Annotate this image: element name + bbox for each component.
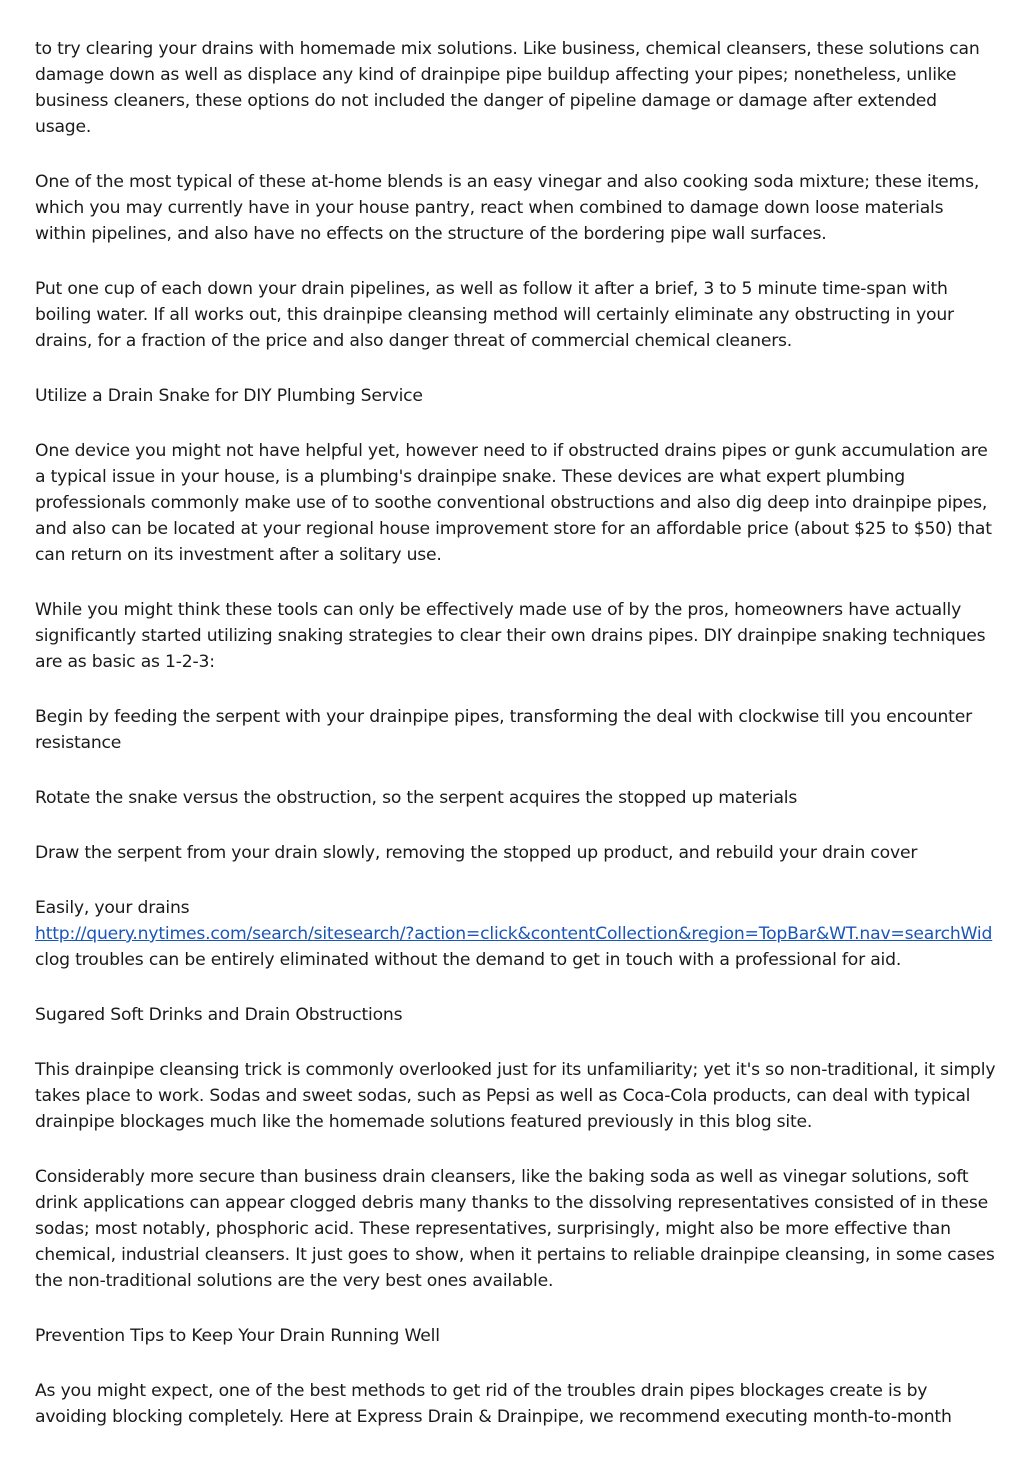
paragraph-diy-snaking: While you might think these tools can only be effectively made use of by the pros, homeowners have actually significantly started utilizing snaking strategies to clear their own drains pipes. DIY drainpipe snaking techniques are as basic as 1-2-3:	[35, 600, 986, 672]
paragraph-vinegar-baking-soda: One of the most typical of these at-home blends is an easy vinegar and also cooking soda mixture; these items, which you may currently have in your house pantry, react when combined to damage down loose materials within pipelines, and also have no effects on the structure of the bordering pipe wall surfaces.	[35, 172, 980, 244]
step-rotate-snake: Rotate the snake versus the obstruction, so the serpent acquires the stopped up materials	[35, 788, 798, 808]
link-paragraph-after: clog troubles can be entirely eliminated without the demand to get in touch with a professional for aid.	[35, 950, 902, 970]
paragraph-soda-safety: Considerably more secure than business drain cleansers, like the baking soda as well as vinegar solutions, soft drink applications can appear clogged debris many thanks to the dissolving representatives consisted of in these sodas; most notably, phosphoric acid. These representatives, surprisingly, might also be more effective than chemical, industrial cleansers. It just goes to show, when it pertains to reliable drainpipe cleansing, in some cases the non-traditional solutions are the very best ones available.	[35, 1167, 995, 1291]
document-body	[35, 36, 997, 1459]
paragraph-soda-trick: This drainpipe cleansing trick is commonly overlooked just for its unfamiliarity; yet it's so non-traditional, it simply takes place to work. Sodas and sweet sodas, such as Pepsi as well as Coca-Cola products, can deal with typical drainpipe blockages much like the homemade solutions featured previously in this blog site.	[35, 1060, 996, 1132]
heading-drain-snake: Utilize a Drain Snake for DIY Plumbing Service	[35, 386, 423, 406]
paragraph-drain-snake-device: One device you might not have helpful yet, however need to if obstructed drains pipes or gunk accumulation are a typical issue in your house, is a plumbing's drainpipe snake. These devices are what expert plumbing professionals commonly make use of to soothe conventional obstructions and also dig deep into drainpipe pipes, and also can be located at your regional house improvement store for an affordable price (about $25 to $50) that can return on its investment after a solitary use.	[35, 441, 992, 565]
link-paragraph-before: Easily, your drains	[35, 898, 190, 918]
paragraph-with-link	[35, 895, 997, 973]
step-feed-serpent: Begin by feeding the serpent with your drainpipe pipes, transforming the deal with clockwise till you encounter resistance	[35, 707, 972, 753]
nytimes-search-link[interactable]: http://query.nytimes.com/search/sitesearch/?action=click&contentCollection&region=TopBar&WT.nav=searchWid	[35, 924, 993, 944]
paragraph-prevention: As you might expect, one of the best methods to get rid of the troubles drain pipes blockages create is by avoiding blocking completely. Here at Express Drain & Drainpipe, we recommend executing month-to-month	[35, 1381, 952, 1427]
heading-sugared-soft-drinks: Sugared Soft Drinks and Drain Obstructions	[35, 1005, 403, 1025]
paragraph-one-cup-method: Put one cup of each down your drain pipelines, as well as follow it after a brief, 3 to 5 minute time-span with boiling water. If all works out, this drainpipe cleansing method will certainly eliminate any obstructing in your drains, for a fraction of the price and also danger threat of commercial chemical cleaners.	[35, 279, 954, 351]
heading-prevention-tips: Prevention Tips to Keep Your Drain Running Well	[35, 1326, 440, 1346]
paragraph-homemade-solutions: to try clearing your drains with homemade mix solutions. Like business, chemical cleansers, these solutions can damage down as well as displace any kind of drainpipe pipe buildup affecting your pipes; nonetheless, unlike business cleaners, these options do not included the danger of pipeline damage or damage after extended usage.	[35, 39, 980, 137]
step-draw-serpent: Draw the serpent from your drain slowly, removing the stopped up product, and rebuild your drain cover	[35, 843, 918, 863]
